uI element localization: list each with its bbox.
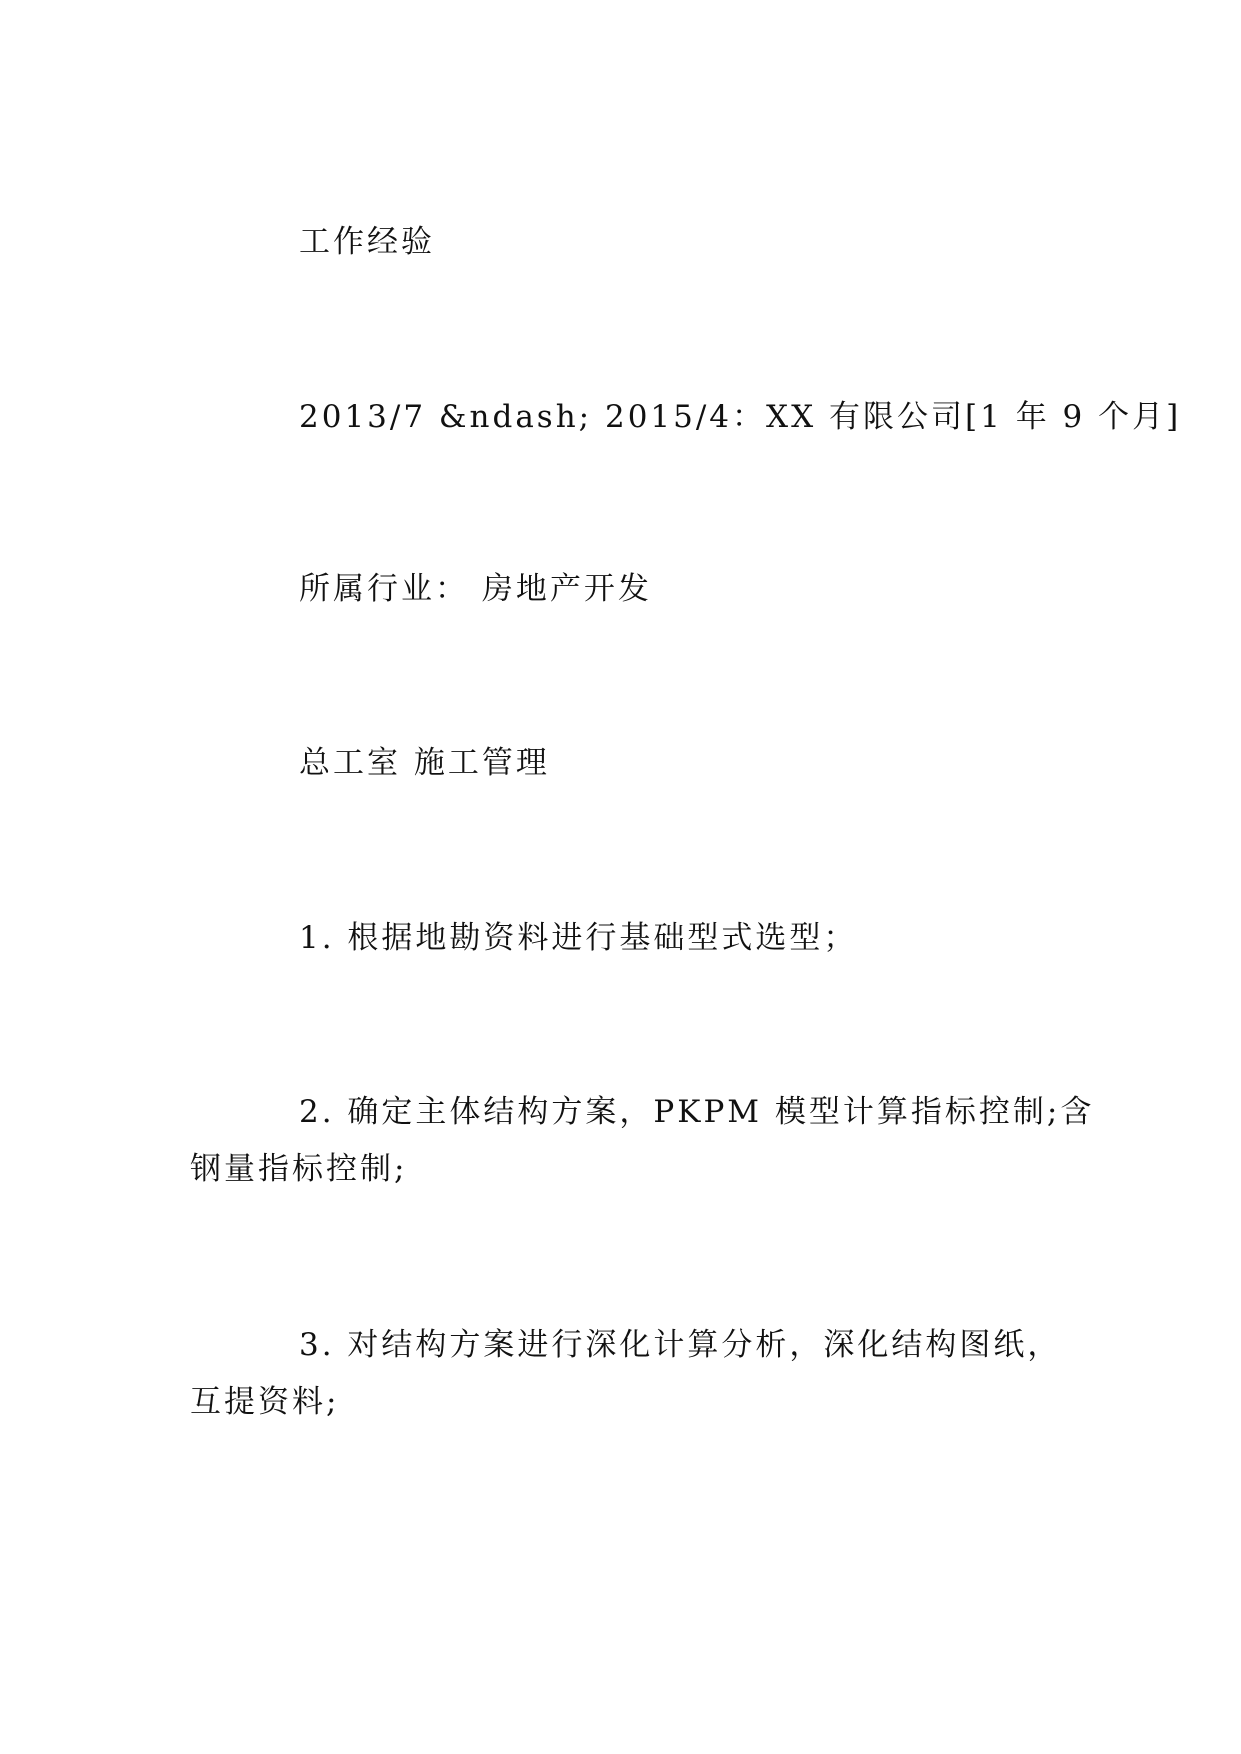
section-title: 工作经验: [299, 224, 435, 260]
industry-line: 所属行业： 房地产开发: [299, 571, 652, 607]
department-line: 总工室 施工管理: [299, 745, 550, 781]
duty-item-1: 1. 根据地勘资料进行基础型式选型；: [299, 920, 858, 956]
duty-item-3-line-1: 3. 对结构方案进行深化计算分析，深化结构图纸，: [299, 1327, 1062, 1363]
duty-item-2-line-1: 2. 确定主体结构方案，PKPM 模型计算指标控制;含: [299, 1094, 1095, 1130]
employment-period: 2013/7 &ndash; 2015/4：XX 有限公司[1 年 9 个月]: [299, 399, 1182, 435]
duty-item-3-line-2: 互提资料;: [190, 1384, 340, 1420]
duty-item-2-line-2: 钢量指标控制;: [190, 1151, 408, 1187]
